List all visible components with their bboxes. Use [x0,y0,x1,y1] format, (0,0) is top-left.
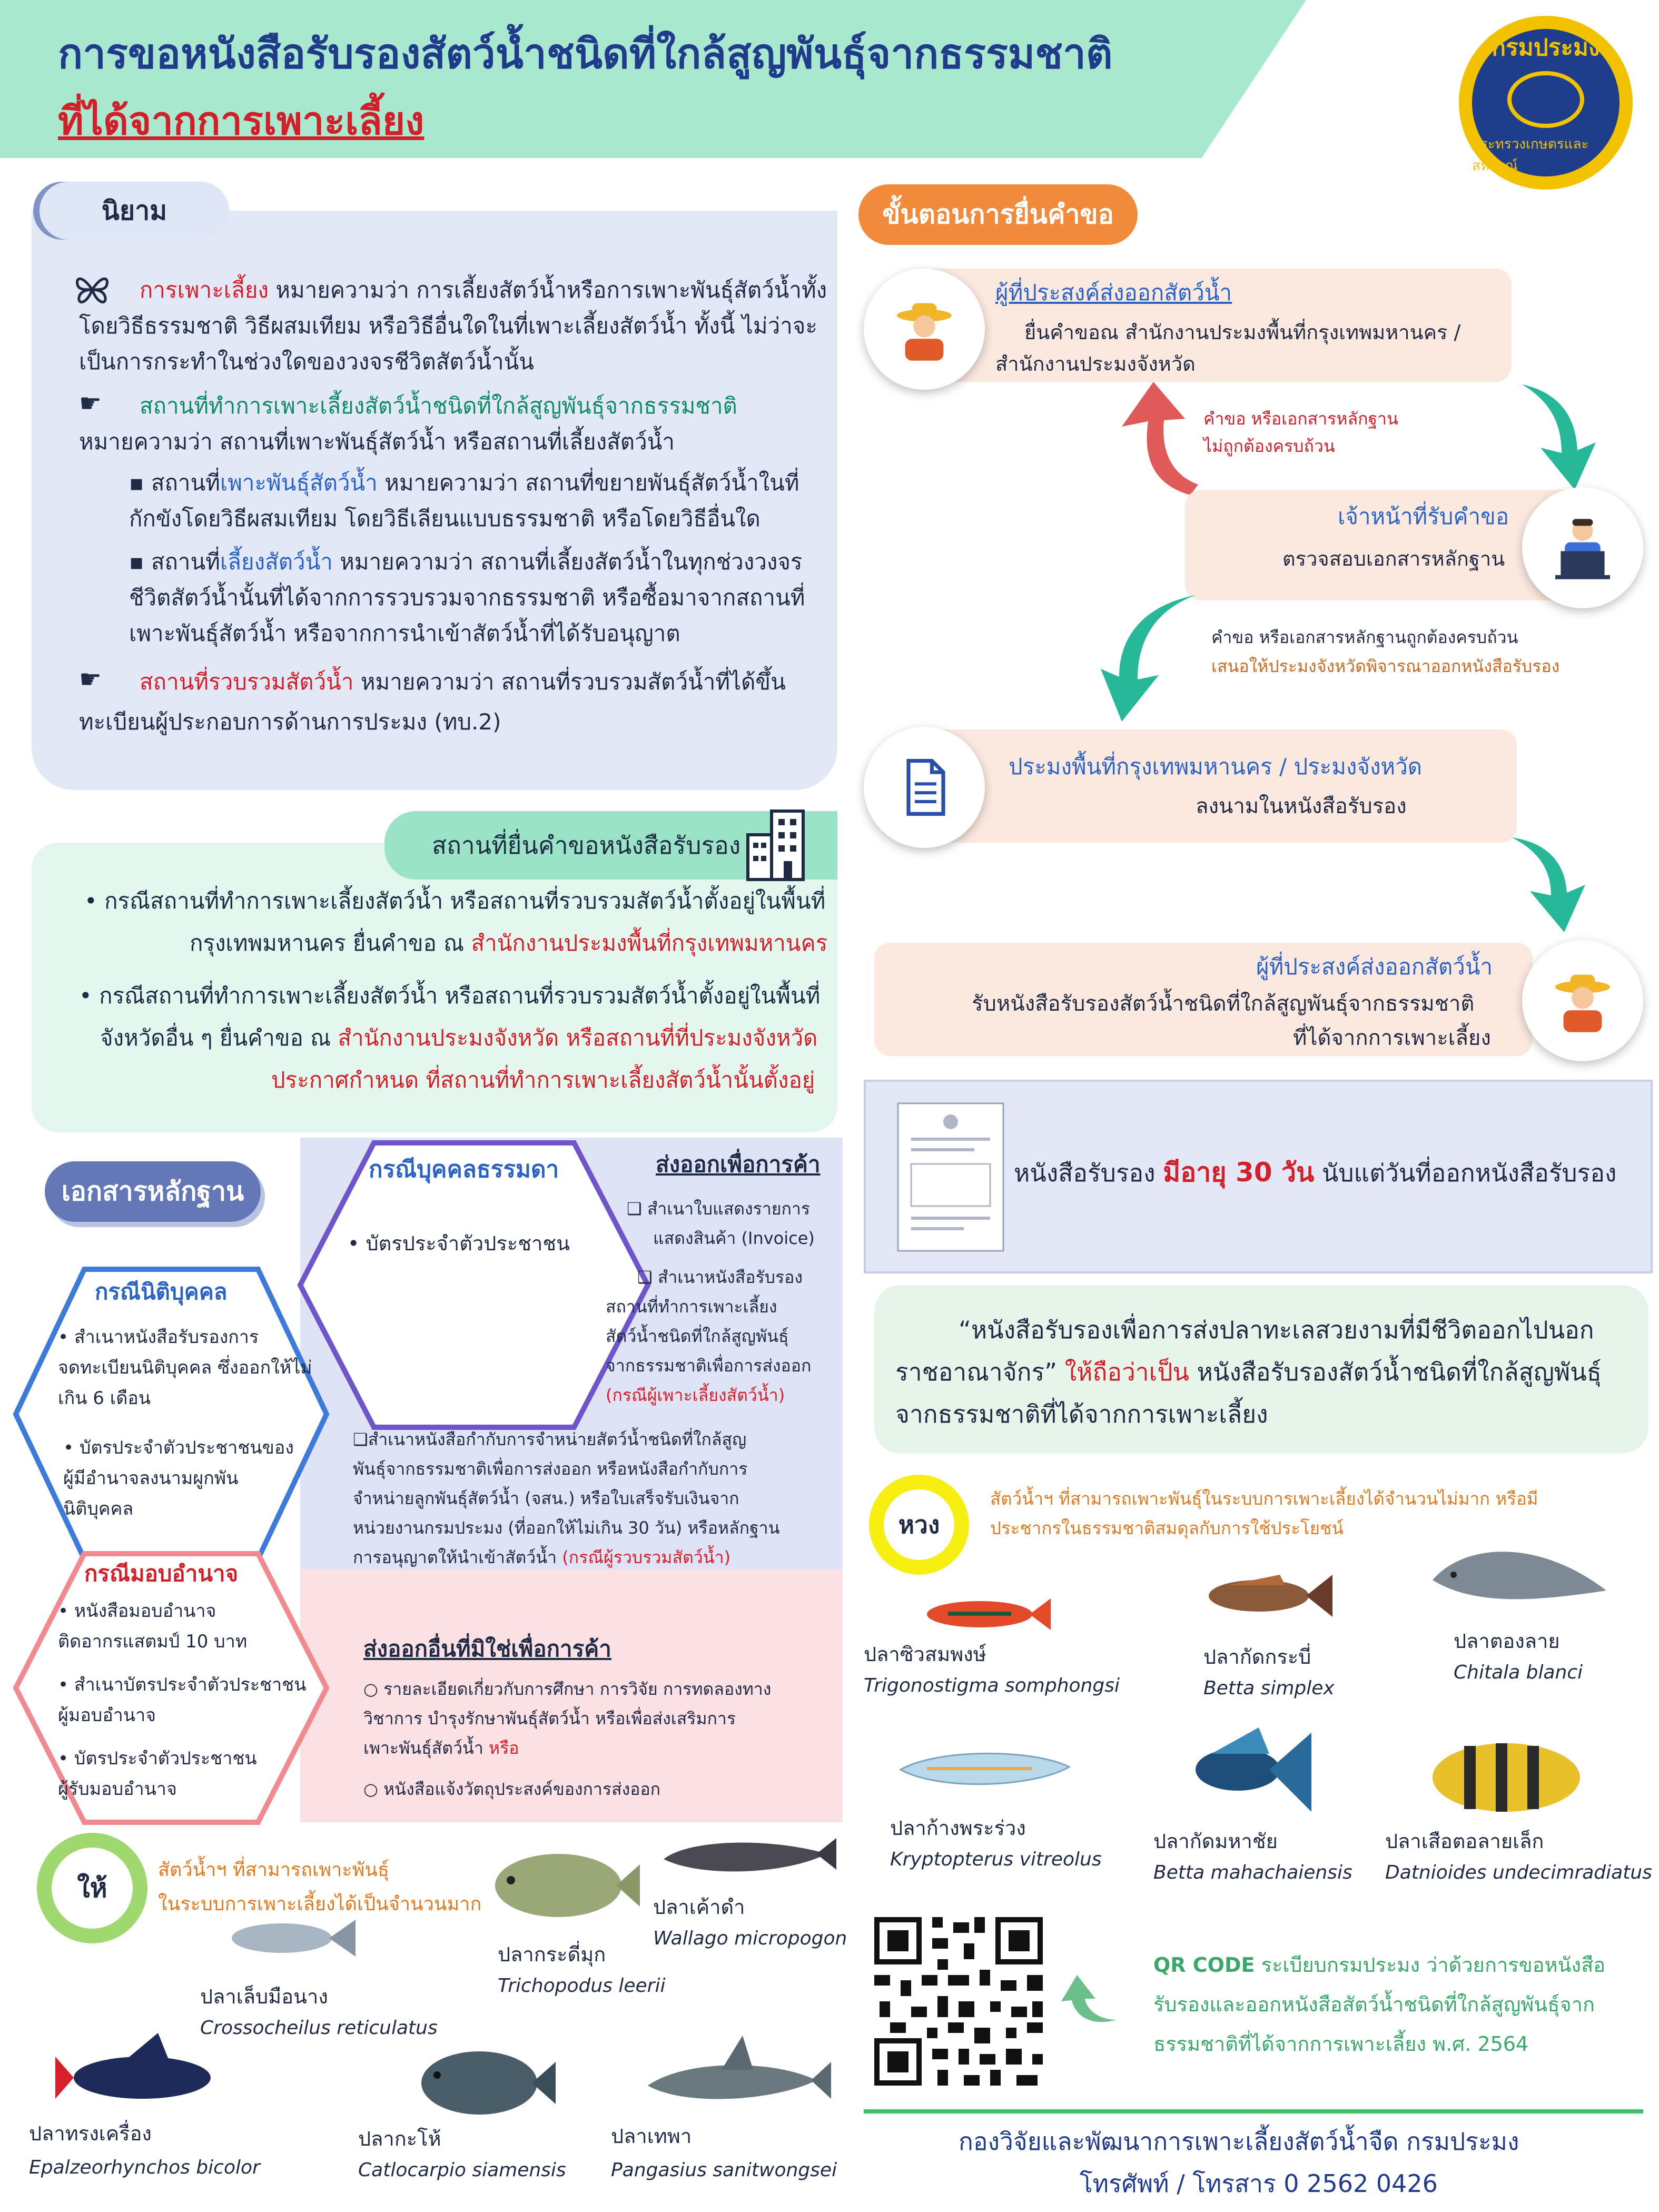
noncommercial-item1-or: หรือ [488,1738,519,1758]
definitions-heading: นิยาม [39,182,229,240]
juristic-item2-line1: • บัตรประจำตัวประชาชนของ [63,1437,294,1458]
restricted-fish-sci: Betta mahachaiensis [1153,1862,1352,1883]
commercial-item2-line4: จากธรรมชาติเพื่อการส่งออก [606,1356,812,1376]
reject-line2: ไม่ถูกต้องครบถ้วน [1203,436,1335,456]
pass-line1: คำขอ หรือเอกสารหลักฐานถูกต้องครบถ้วน [1211,627,1518,647]
fish-image-datnioides [1422,1727,1601,1822]
restricted-badge: หวง [869,1475,969,1575]
gather-line2: ทะเบียนผู้ประกอบการด้านการประมง (ทบ.2) [79,709,501,735]
document-icon [893,756,956,819]
commercial-item2-line5: (กรณีผู้เพาะเลี้ยงสัตว์น้ำ) [606,1385,785,1405]
step2-icon-circle [1522,487,1643,608]
sub1-prefix: สถานที่ [151,470,220,496]
restricted-fish-sci: Datnioides undecimradiatus [1385,1862,1652,1883]
juristic-item1-line2: จดทะเบียนนิติบุคคล ซึ่งออกให้ไม่ [58,1357,312,1378]
sub2-line2: ชีวิตสัตว์น้ำนั้นที่ได้จากการรวบรวมจากธรรมชาติ หรือซื้อมาจากสถานที่ [129,585,805,610]
restricted-fish-name: ปลากัดมหาชัย [1153,1830,1278,1853]
commercial-item1-line2: แสดงสินค้า (Invoice) [653,1228,815,1248]
juristic-label: กรณีนิติบุคคล [95,1279,228,1305]
return-arrow-icon [1111,379,1201,500]
proxy-item1-line2: ติดอากรแสตมป์ 10 บาท [58,1631,248,1652]
bullet-square-icon: ▪ [129,549,151,575]
butterfly-icon [74,271,111,308]
fish-image-crossocheilus [221,1907,358,1970]
fish-image-wallago [658,1828,837,1885]
page-title: การขอหนังสือรับรองสัตว์น้ำชนิดที่ใกล้สูญพันธุ์จากธรรมชาติ [58,31,1113,78]
allowed-fish-sci: Epalzeorhynchos bicolor [29,2157,260,2178]
restricted-fish-sci: Trigonostigma somphongsi [864,1675,1120,1696]
natural-person-item: • บัตรประจำตัวประชาชน [348,1232,570,1255]
allowed-desc-line1: สัตว์น้ำฯ ที่สามารถเพาะพันธุ์ [158,1859,389,1881]
quote-line2a: ราชอาณาจักร” [895,1358,1065,1386]
pointing-arrow-icon [1059,1970,1122,2028]
allowed-fish-name: ปลากะโห้ [358,2127,441,2150]
seal-top-text: กรมประมง [1492,34,1600,61]
step4-icon-circle [1522,940,1643,1061]
allowed-fish-name: ปลาทรงเครื่อง [29,2122,152,2145]
quote-line3: จากธรรมชาติที่ได้จากการเพาะเลี้ยง [895,1400,1268,1428]
quote-line1: “หนังสือรับรองเพื่อการส่งปลาทะเลสวยงามที่มีชีวิตออกไปนอก [959,1316,1594,1344]
fish-image-somphongsi [916,1585,1053,1643]
step3-box [916,729,1517,843]
proxy-item3-line1: • บัตรประจำตัวประชาชน [58,1748,257,1769]
fish-image-trichopodus [485,1838,643,1933]
seal-bottom-text: กระทรวงเกษตรและสหกรณ์ [1472,136,1589,174]
step2-title: เจ้าหน้าที่รับคำขอ [1338,503,1509,529]
restricted-desc-line1: สัตว์น้ำฯ ที่สามารถเพาะพันธุ์ในระบบการเพาะเลี้ยงได้จำนวนไม่มาก หรือมี [990,1488,1538,1509]
step2-line1: ตรวจสอบเอกสารหลักฐาน [1282,547,1505,570]
down-arrow-icon [1506,832,1591,937]
allowed-fish-name: ปลากระดี่มุก [498,1943,606,1966]
down-arrow-icon [1517,379,1601,495]
step3-icon-circle [864,727,985,848]
fish-image-catlocarpio [411,2033,558,2128]
step4-title: ผู้ที่ประสงค์ส่งออกสัตว์น้ำ [1256,954,1493,980]
breeding-definition-line2: โดยวิธีธรรมชาติ วิธีผสมเทียม หรือวิธีอื่นใดในที่เพาะเลี้ยงสัตว์น้ำ ทั้งนี้ ไม่ว่าจะ [79,313,817,339]
step1-line2: สำนักงานประมงจังหวัด [995,352,1196,376]
breeding-term: การเพาะเลี้ยง [140,277,269,303]
allowed-fish-sci: Crossocheilus reticulatus [200,2017,438,2039]
gather-line1: หมายความว่า สถานที่รวบรวมสัตว์น้ำที่ได้ขึ้น [353,669,786,695]
place-case2-line2a: จังหวัดอื่น ๆ ยื่นคำขอ ณ [100,1025,338,1051]
allowed-fish-sci: Trichopodus leerii [498,1975,666,1997]
qr-line2: รับรองและออกหนังสือสัตว์น้ำชนิดที่ใกล้สูญพันธุ์จาก [1153,1993,1595,2016]
step4-line1: รับหนังสือรับรองสัตว์น้ำชนิดที่ใกล้สูญพันธุ์จากธรรมชาติ [972,992,1475,1016]
footer-org: กองวิจัยและพัฒนาการเพาะเลี้ยงสัตว์น้ำจืด กรมประมง [959,2127,1519,2156]
footer-divider [864,2109,1643,2114]
restricted-fish-sci: Kryptopterus vitreolus [890,1849,1102,1870]
commercial-item2-line3: สัตว์น้ำชนิดที่ใกล้สูญพันธุ์ [606,1326,789,1346]
allowed-fish-name: ปลาเทพา [611,2125,692,2148]
natural-person-label: กรณีบุคคลธรรมดา [369,1156,559,1183]
documents-heading: เอกสารหลักฐาน [45,1161,261,1222]
proxy-item2-line2: ผู้มอบอำนาจ [58,1705,156,1726]
farmer-icon [1548,966,1617,1035]
restricted-fish-name: ปลาซิวสมพงษ์ [864,1643,986,1666]
pointing-hand-icon: ☛ [79,665,102,694]
allowed-fish-name: ปลาเค้าดำ [653,1895,745,1919]
certificate-document-icon [895,1101,1006,1253]
commercial-item3-line1: ❑สำเนาหนังสือกำกับการจำหน่ายสัตว์น้ำชนิดที่ใกล้สูญ [353,1429,747,1449]
certificate-validity: มีอายุ 30 วัน [1163,1157,1315,1188]
juristic-item1-line1: • สำเนาหนังสือรับรองการ [58,1327,259,1348]
process-heading: ขั้นตอนการยื่นคำขอ [858,184,1138,245]
step4-line2: ที่ได้จากการเพาะเลี้ยง [1293,1026,1491,1050]
down-left-arrow-icon [1095,590,1201,727]
allowed-fish-sci: Wallago micropogon [653,1928,847,1949]
footer-phone: โทรศัพท์ / โทรสาร 0 2562 0426 [1080,2169,1438,2198]
building-icon [737,803,816,882]
commercial-item1-line1: ❑ สำเนาใบแสดงรายการ [627,1199,811,1219]
allowed-desc-line2: ในระบบการเพาะเลี้ยงได้เป็นจำนวนมาก [158,1893,482,1915]
restricted-fish-name: ปลาตองลาย [1454,1630,1560,1653]
fish-image-chitala [1422,1533,1617,1617]
commercial-item3-line2: พันธุ์จากธรรมชาติเพื่อการส่งออก หรือหนังสือกำกับการ [353,1459,748,1479]
allowed-fish-sci: Catlocarpio siamensis [358,2159,566,2181]
certificate-text-c: นับแต่วันที่ออกหนังสือรับรอง [1314,1159,1617,1187]
fish-image-betta-mahachai [1180,1722,1317,1822]
breeding-definition-line1: หมายความว่า การเลี้ยงสัตว์น้ำหรือการเพาะพันธุ์สัตว์น้ำทั้ง [268,277,827,303]
juristic-item2-line3: นิติบุคคล [63,1498,134,1519]
proxy-label: กรณีมอบอำนาจ [84,1561,239,1586]
juristic-item1-line3: เกิน 6 เดือน [58,1388,151,1409]
sub2-term: เลี้ยงสัตว์น้ำ [220,549,333,575]
reject-line1: คำขอ หรือเอกสารหลักฐาน [1203,409,1398,429]
commercial-item3-line5a: การอนุญาตให้นำเข้าสัตว์น้ำ [353,1547,562,1567]
fish-image-epalzeorhynchos [53,2028,232,2117]
restricted-fish-sci: Betta simplex [1203,1677,1335,1699]
farmer-icon [890,295,959,363]
restricted-fish-name: ปลาเสือตอลายเล็ก [1385,1830,1544,1853]
place-case2-line1: • กรณีสถานที่ทำการเพาะเลี้ยงสัตว์น้ำ หรือสถานที่รวบรวมสัตว์น้ำตั้งอยู่ในพื้นที่ [79,983,821,1009]
noncommercial-heading: ส่งออกอื่นที่มิใช่เพื่อการค้า [363,1636,611,1662]
commercial-item2-line1: ❑ สำเนาหนังสือรับรอง [637,1267,803,1287]
step3-line2: ลงนามในหนังสือรับรอง [1196,794,1407,818]
fish-image-betta-simplex [1196,1564,1338,1627]
step1-line1: ยื่นคำขอณ สำนักงานประมงพื้นที่กรุงเทพมหานคร / [1024,321,1461,344]
restricted-fish-name: ปลาก้างพระร่วง [890,1816,1026,1840]
restricted-fish-name: ปลากัดกระบี่ [1203,1645,1311,1668]
commercial-item3-line5b: (กรณีผู้รวบรวมสัตว์น้ำ) [562,1547,731,1567]
place-case2-line3: ประกาศกำหนด ที่สถานที่ทำการเพาะเลี้ยงสัตว์น้ำนั้นตั้งอยู่ [271,1067,815,1093]
place-case1-office: สำนักงานประมงพื้นที่กรุงเทพมหานคร [471,930,828,956]
step3-line1: ประมงพื้นที่กรุงเทพมหานคร / ประมงจังหวัด [1009,754,1423,779]
department-seal-logo [1459,16,1633,190]
place-case1-line1: • กรณีสถานที่ทำการเพาะเลี้ยงสัตว์น้ำ หรือสถานที่รวบรวมสัตว์น้ำตั้งอยู่ในพื้นที่ [84,888,826,914]
commercial-item3-line3: จำหน่ายลูกพันธุ์สัตว์น้ำ (จสน.) หรือใบเสร็จรับเงินจาก [353,1488,739,1508]
gather-term: สถานที่รวบรวมสัตว์น้ำ [140,669,354,695]
qr-line1: ระเบียบกรมประมง ว่าด้วยการขอหนังสือ [1255,1953,1606,1977]
juristic-item2-line2: ผู้มีอำนาจลงนามผูกพัน [63,1468,239,1489]
sub2-line1: หมายความว่า สถานที่เลี้ยงสัตว์น้ำในทุกช่วงวงจร [332,549,803,575]
fish-image-pangasius [643,2033,832,2122]
allowed-fish-name: ปลาเล็บมือนาง [200,1985,328,2008]
place-case1-line2a: กรุงเทพมหานคร ยื่นคำขอ ณ [190,930,471,956]
proxy-item2-line1: • สำเนาบัตรประจำตัวประชาชน [58,1674,307,1695]
submission-place-heading: สถานที่ยื่นคำขอหนังสือรับรอง [384,811,837,880]
restricted-fish-sci: Chitala blanci [1454,1662,1583,1683]
sub1-line1: หมายความว่า สถานที่ขยายพันธุ์สัตว์น้ำในที่ [377,470,799,496]
place-term: สถานที่ทำการเพาะเลี้ยงสัตว์น้ำชนิดที่ใกล้สูญพันธุ์จากธรรมชาติ [140,393,737,419]
restricted-desc-line2: ประชากรในธรรมชาติสมดุลกับการใช้ประโยชน์ [990,1518,1344,1538]
commercial-item3-line4: หน่วยงานกรมประมง (ที่ออกให้ไม่เกิน 30 วัน) หรือหลักฐาน [353,1518,780,1538]
step1-icon-circle [864,269,985,390]
step1-title: ผู้ที่ประสงค์ส่งออกสัตว์น้ำ [995,280,1232,305]
noncommercial-item2: ○ หนังสือแจ้งวัตถุประสงค์ของการส่งออก [363,1779,661,1799]
sub1-line2: กักขังโดยวิธีผสมเทียม โดยวิธีเลียนแบบธรรมชาติ หรือโดยวิธีอื่นใด [129,506,761,531]
officer-computer-icon [1548,514,1617,582]
allowed-fish-sci: Pangasius sanitwongsei [611,2159,837,2181]
quote-line2c: หนังสือรับรองสัตว์น้ำชนิดที่ใกล้สูญพันธุ์ [1189,1358,1602,1386]
sub1-term: เพาะพันธุ์สัตว์น้ำ [220,470,378,496]
qr-label: QR CODE [1153,1953,1255,1977]
fish-image-kryptopterus [895,1738,1074,1801]
pointing-hand-icon: ☛ [79,389,102,418]
bullet-square-icon: ▪ [129,470,151,496]
pass-line2: เสนอให้ประมงจังหวัดพิจารณาออกหนังสือรับรอง [1211,656,1560,676]
noncommercial-item1-line1: ○ รายละเอียดเกี่ยวกับการศึกษา การวิจัย การทดลองทาง [363,1679,772,1699]
page-subtitle: ที่ได้จากการเพาะเลี้ยง [58,98,424,144]
proxy-item1-line1: • หนังสือมอบอำนาจ [58,1601,216,1622]
place-case2-office: สำนักงานประมงจังหวัด หรือสถานที่ที่ประมงจังหวัด [338,1025,818,1051]
sub2-line3: เพาะพันธุ์สัตว์น้ำ หรือจากการนำเข้าสัตว์น้ำที่ได้รับอนุญาต [129,620,680,646]
seal-emblem-icon [1507,71,1584,128]
commercial-heading: ส่งออกเพื่อการค้า [656,1151,821,1177]
noncommercial-item1-line2: วิชาการ บำรุงรักษาพันธุ์สัตว์น้ำ หรือเพื่อส่งเสริมการ [363,1709,736,1729]
breeding-definition-line3: เป็นการกระทำในช่วงใดของวงจรชีวิตสัตว์น้ำนั้น [79,349,534,374]
place-definition-line2: หมายความว่า สถานที่เพาะพันธุ์สัตว์น้ำ หรือสถานที่เลี้ยงสัตว์น้ำ [79,429,675,455]
commercial-item2-line2: สถานที่ทำการเพาะเลี้ยง [606,1297,777,1317]
certificate-text-a: หนังสือรับรอง [1014,1159,1163,1187]
quote-emphasis: ให้ถือว่าเป็น [1064,1358,1189,1386]
allowed-badge: ให้ [37,1833,147,1943]
sub2-prefix: สถานที่ [151,549,220,575]
noncommercial-item1-line3a: เพาะพันธุ์สัตว์น้ำ [363,1738,489,1758]
qr-line3: ธรรมชาติที่ได้จากการเพาะเลี้ยง พ.ศ. 2564 [1153,2032,1529,2056]
qr-code[interactable] [869,1912,1048,2091]
proxy-item3-line2: ผู้รับมอบอำนาจ [58,1779,177,1800]
